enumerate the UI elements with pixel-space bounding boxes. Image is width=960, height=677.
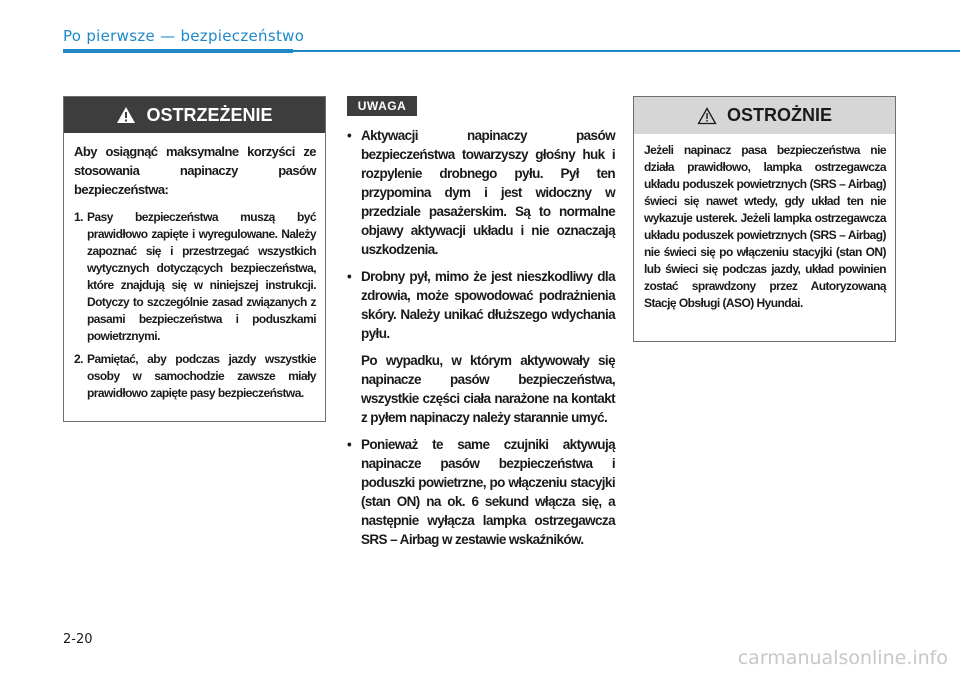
- caution-body: [634, 134, 895, 312]
- note-bullet-text: Aktywacji napinaczy pasów bezpieczeństwa towarzyszy głośny huk i rozpylenie drobnego pyłu. Pył ten przypomina dym i jest widoczny w przedziale pasażerskim. Są to normalne objawy aktywacji układu i nie oznaczają uszkodzenia.: [361, 128, 615, 257]
- note-paragraph: Po wypadku, w którym aktywowały się napinacze pasów bezpieczeństwa, wszystkie części ciała narażone na kontakt z pyłem napinaczy należy starannie umyć.: [361, 353, 615, 425]
- warning-item-number: 2.: [74, 352, 83, 366]
- warning-list-item: [74, 209, 316, 345]
- caution-text: Jeżeli napinacz pasa bezpieczeństwa nie działa prawidłowo, lampka ostrzegawcza układu poduszek powietrznych (SRS – Airbag) świeci się nawet wtedy, gdy układ ten nie wykazuje usterek. Jeżeli lampka ostrzegawcza układu poduszek powietrznych (SRS – Airbag) nie świeci się po włączeniu stacyjki (stan ON) lub świeci się podczas jazdy, układ powinien zostać sprawdzony przez Autoryzowaną Stację Obsługi (ASO) Hyundai.: [644, 143, 886, 310]
- warning-box-header: [64, 97, 325, 133]
- caution-title: OSTROŻNIE: [726, 105, 832, 125]
- note-bullet: [347, 126, 615, 259]
- warning-body: [64, 133, 325, 402]
- caution-box: [633, 96, 896, 342]
- warning-item-text: Pamiętać, aby podczas jazdy wszystkie osoby w samochodzie zawsze miały prawidłowo zapięte pasy bezpieczeństwa.: [87, 352, 316, 400]
- warning-list: [74, 209, 316, 402]
- warning-item-text: Pasy bezpieczeństwa muszą być prawidłowo zapięte i wyregulowane. Należy zapoznać się i przestrzegać wszystkich wytycznych dotyczących bezpieczeństwa, które znajdują się w niniejszej instrukcji. Dotyczy to szczególnie zasad związanych z pasami bezpieczeństwa i poduszkami powietrznymi.: [87, 210, 316, 343]
- warning-item-number: 1.: [74, 210, 83, 224]
- warning-intro: Aby osiągnąć maksymalne korzyści ze stosowania napinaczy pasów bezpieczeństwa:: [74, 144, 316, 197]
- warning-title: OSTRZEŻENIE: [146, 104, 273, 125]
- note-bullet: [347, 435, 615, 549]
- note-badge: UWAGA: [347, 96, 417, 116]
- note-bullet-text: Ponieważ te same czujniki aktywują napinacze pasów bezpieczeństwa i poduszki powietrzne, po włączeniu stacyjki (stan ON) na ok. 6 sekund włącza się, a następnie wyłącza lampka ostrzegawcza SRS – Airbag w zestawie wskaźników.: [361, 437, 615, 547]
- header-rule-thin: [293, 50, 960, 52]
- warning-triangle-icon: [116, 106, 136, 124]
- note-bullet-text: Drobny pył, mimo że jest nieszkodliwy dla zdrowia, może spowodować podrażnienia skóry. Należy unikać dłuższego wdychania pyłu.: [361, 269, 615, 341]
- warning-box: [63, 96, 326, 422]
- bullet-dot: •: [347, 269, 352, 284]
- page-number: 2-20: [63, 632, 93, 647]
- bullet-dot: •: [347, 437, 352, 452]
- note-content: [347, 126, 615, 557]
- note-bullet: [347, 267, 615, 343]
- header-rule-thick: [63, 49, 293, 53]
- caution-triangle-icon: [697, 107, 717, 125]
- bullet-dot: •: [347, 128, 352, 143]
- caution-box-header: [634, 97, 895, 134]
- warning-list-item: [74, 351, 316, 402]
- watermark: carmanualsonline.info: [737, 647, 948, 669]
- page-section-title: Po pierwsze — bezpieczeństwo: [63, 27, 305, 45]
